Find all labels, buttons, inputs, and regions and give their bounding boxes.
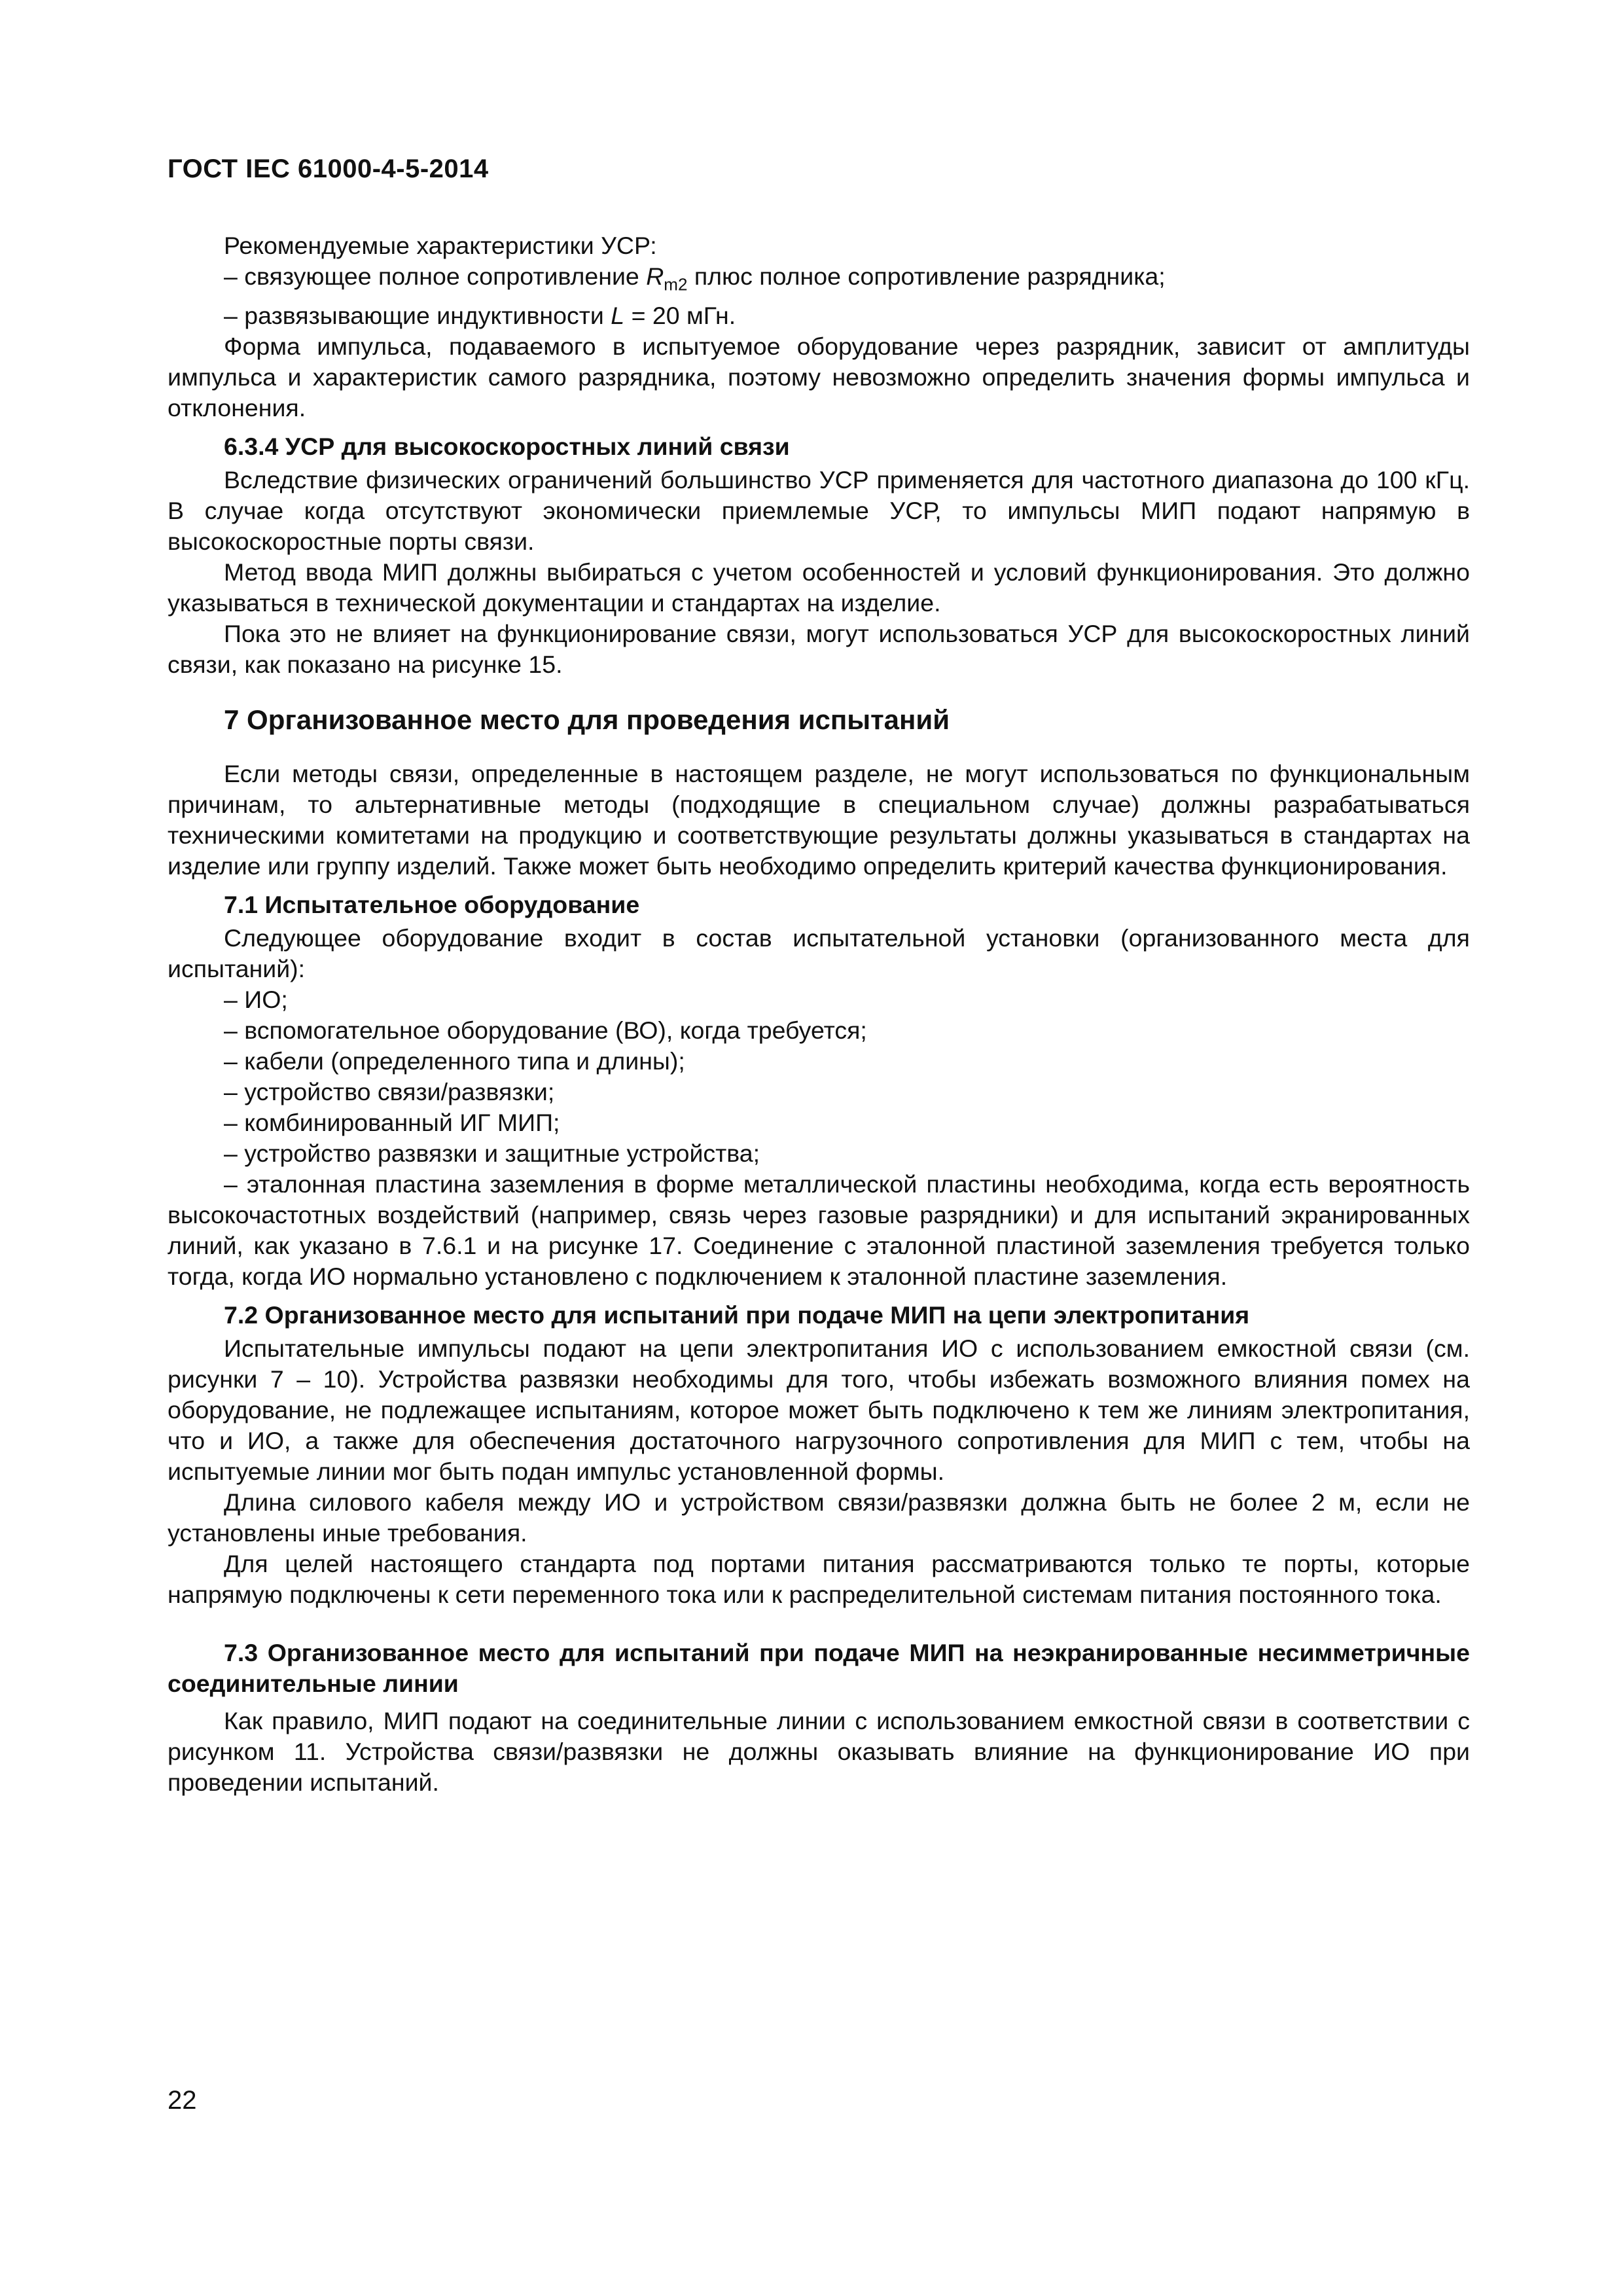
- section-heading-7: 7 Организованное место для проведения испытаний: [224, 704, 950, 735]
- paragraph: Следующее оборудование входит в состав испытательной установки (организованного места для испытаний):: [168, 924, 1470, 982]
- spacer: [168, 1610, 1470, 1630]
- variable-l: L: [611, 301, 625, 329]
- intro-list-item: – связующее полное сопротивление $R_{m2}$ плюс полное сопротивление разрядника;: [224, 262, 1166, 295]
- paragraph: Для целей настоящего стандарта под портами питания рассматриваются только те порты, которые напрямую подключены к сети переменного тока или к распределительной системам питания постоянного тока.: [168, 1549, 1470, 1608]
- section-heading-6-3-4: 6.3.4 УСР для высокоскоростных линий связи: [224, 432, 790, 460]
- document-header: ГОСТ IEC 61000-4-5-2014: [168, 154, 489, 183]
- section-heading-7-1: 7.1 Испытательное оборудование: [224, 890, 640, 918]
- list-item: – устройство развязки и защитные устройства;: [224, 1139, 760, 1167]
- paragraph: Вследствие физических ограничений большинство УСР применяется для частотного диапазона до 100 кГц. В случае когда отсутствуют экономически приемлемые УСР, то импульсы МИП подают напрямую в высокоскоростные порты связи.: [168, 465, 1470, 555]
- intro-paragraph: Форма импульса, подаваемого в испытуемое оборудование через разрядник, зависит от амплитуды импульса и характеристик самого разрядника, поэтому невозможно определить значения формы импульса и отклонения.: [168, 332, 1470, 422]
- section-heading-7-2: 7.2 Организованное место для испытаний при подаче МИП на цепи электропитания: [224, 1300, 1250, 1329]
- paragraph: Как правило, МИП подают на соединительные линии с использованием емкостной связи в соответствии с рисунком 11. Устройства связи/развязки не должны оказывать влияние на функционирование ИО при проведении испытаний.: [168, 1706, 1470, 1796]
- section-heading-7-3: 7.3 Организованное место для испытаний при подаче МИП на неэкранированные несимметричные соединительные линии: [168, 1638, 1470, 1697]
- document-body: [168, 230, 1470, 1798]
- intro-paragraph: Рекомендуемые характеристики УСР:: [224, 232, 657, 259]
- paragraph: Метод ввода МИП должны выбираться с учетом особенностей и условий функционирования. Это должно указываться в технической документации и стандартах на изделие.: [168, 558, 1470, 617]
- list-item: – устройство связи/развязки;: [224, 1077, 555, 1105]
- list-item: – эталонная пластина заземления в форме металлической пластины необходима, когда есть вероятность высокочастотных воздействий (например, связь через газовые разрядники) и для испытаний экранированных линий, как указано в 7.6.1 и на рисунке 17. Соединение с эталонной пластиной заземления требуется только тогда, когда ИО нормально установлено с подключением к эталонной пластине заземления.: [168, 1170, 1470, 1290]
- list-item: – вспомогательное оборудование (ВО), когда требуется;: [224, 1016, 867, 1044]
- paragraph: Если методы связи, определенные в настоящем разделе, не могут использоваться по функциональным причинам, то альтернативные методы (подходящие в специальном случае) должны разрабатываться техническими комитетами на продукцию и соответствующие результаты должны указываться в стандартах на изделие или группу изделий. Также может быть необходимо определить критерий качества функционирования.: [168, 759, 1470, 880]
- paragraph: Длина силового кабеля между ИО и устройством связи/развязки должна быть не более 2 м, если не установлены иные требования.: [168, 1488, 1470, 1547]
- variable-r: $R_{m2}$: [646, 262, 688, 295]
- page-number: 22: [168, 2086, 197, 2115]
- list-item: – ИО;: [224, 985, 288, 1013]
- list-item: – кабели (определенного типа и длины);: [224, 1047, 685, 1075]
- paragraph: Испытательные импульсы подают на цепи электропитания ИО с использованием емкостной связи (см. рисунки 7 – 10). Устройства развязки необходимы для того, чтобы избежать возможного влияния помех на оборудование, не подлежащее испытаниям, которое может быть подключено к тем же линиям электропитания, что и ИО, а также для обеспечения достаточного нагрузочного сопротивления для МИП с тем, чтобы на испытуемые линии мог быть подан импульс установленной формы.: [168, 1334, 1470, 1485]
- list-item: – комбинированный ИГ МИП;: [224, 1108, 560, 1136]
- paragraph: Пока это не влияет на функционирование связи, могут использоваться УСР для высокоскоростных линий связи, как показано на рисунке 15.: [168, 619, 1470, 678]
- intro-list-item: – развязывающие индуктивности L = 20 мГн.: [224, 301, 736, 329]
